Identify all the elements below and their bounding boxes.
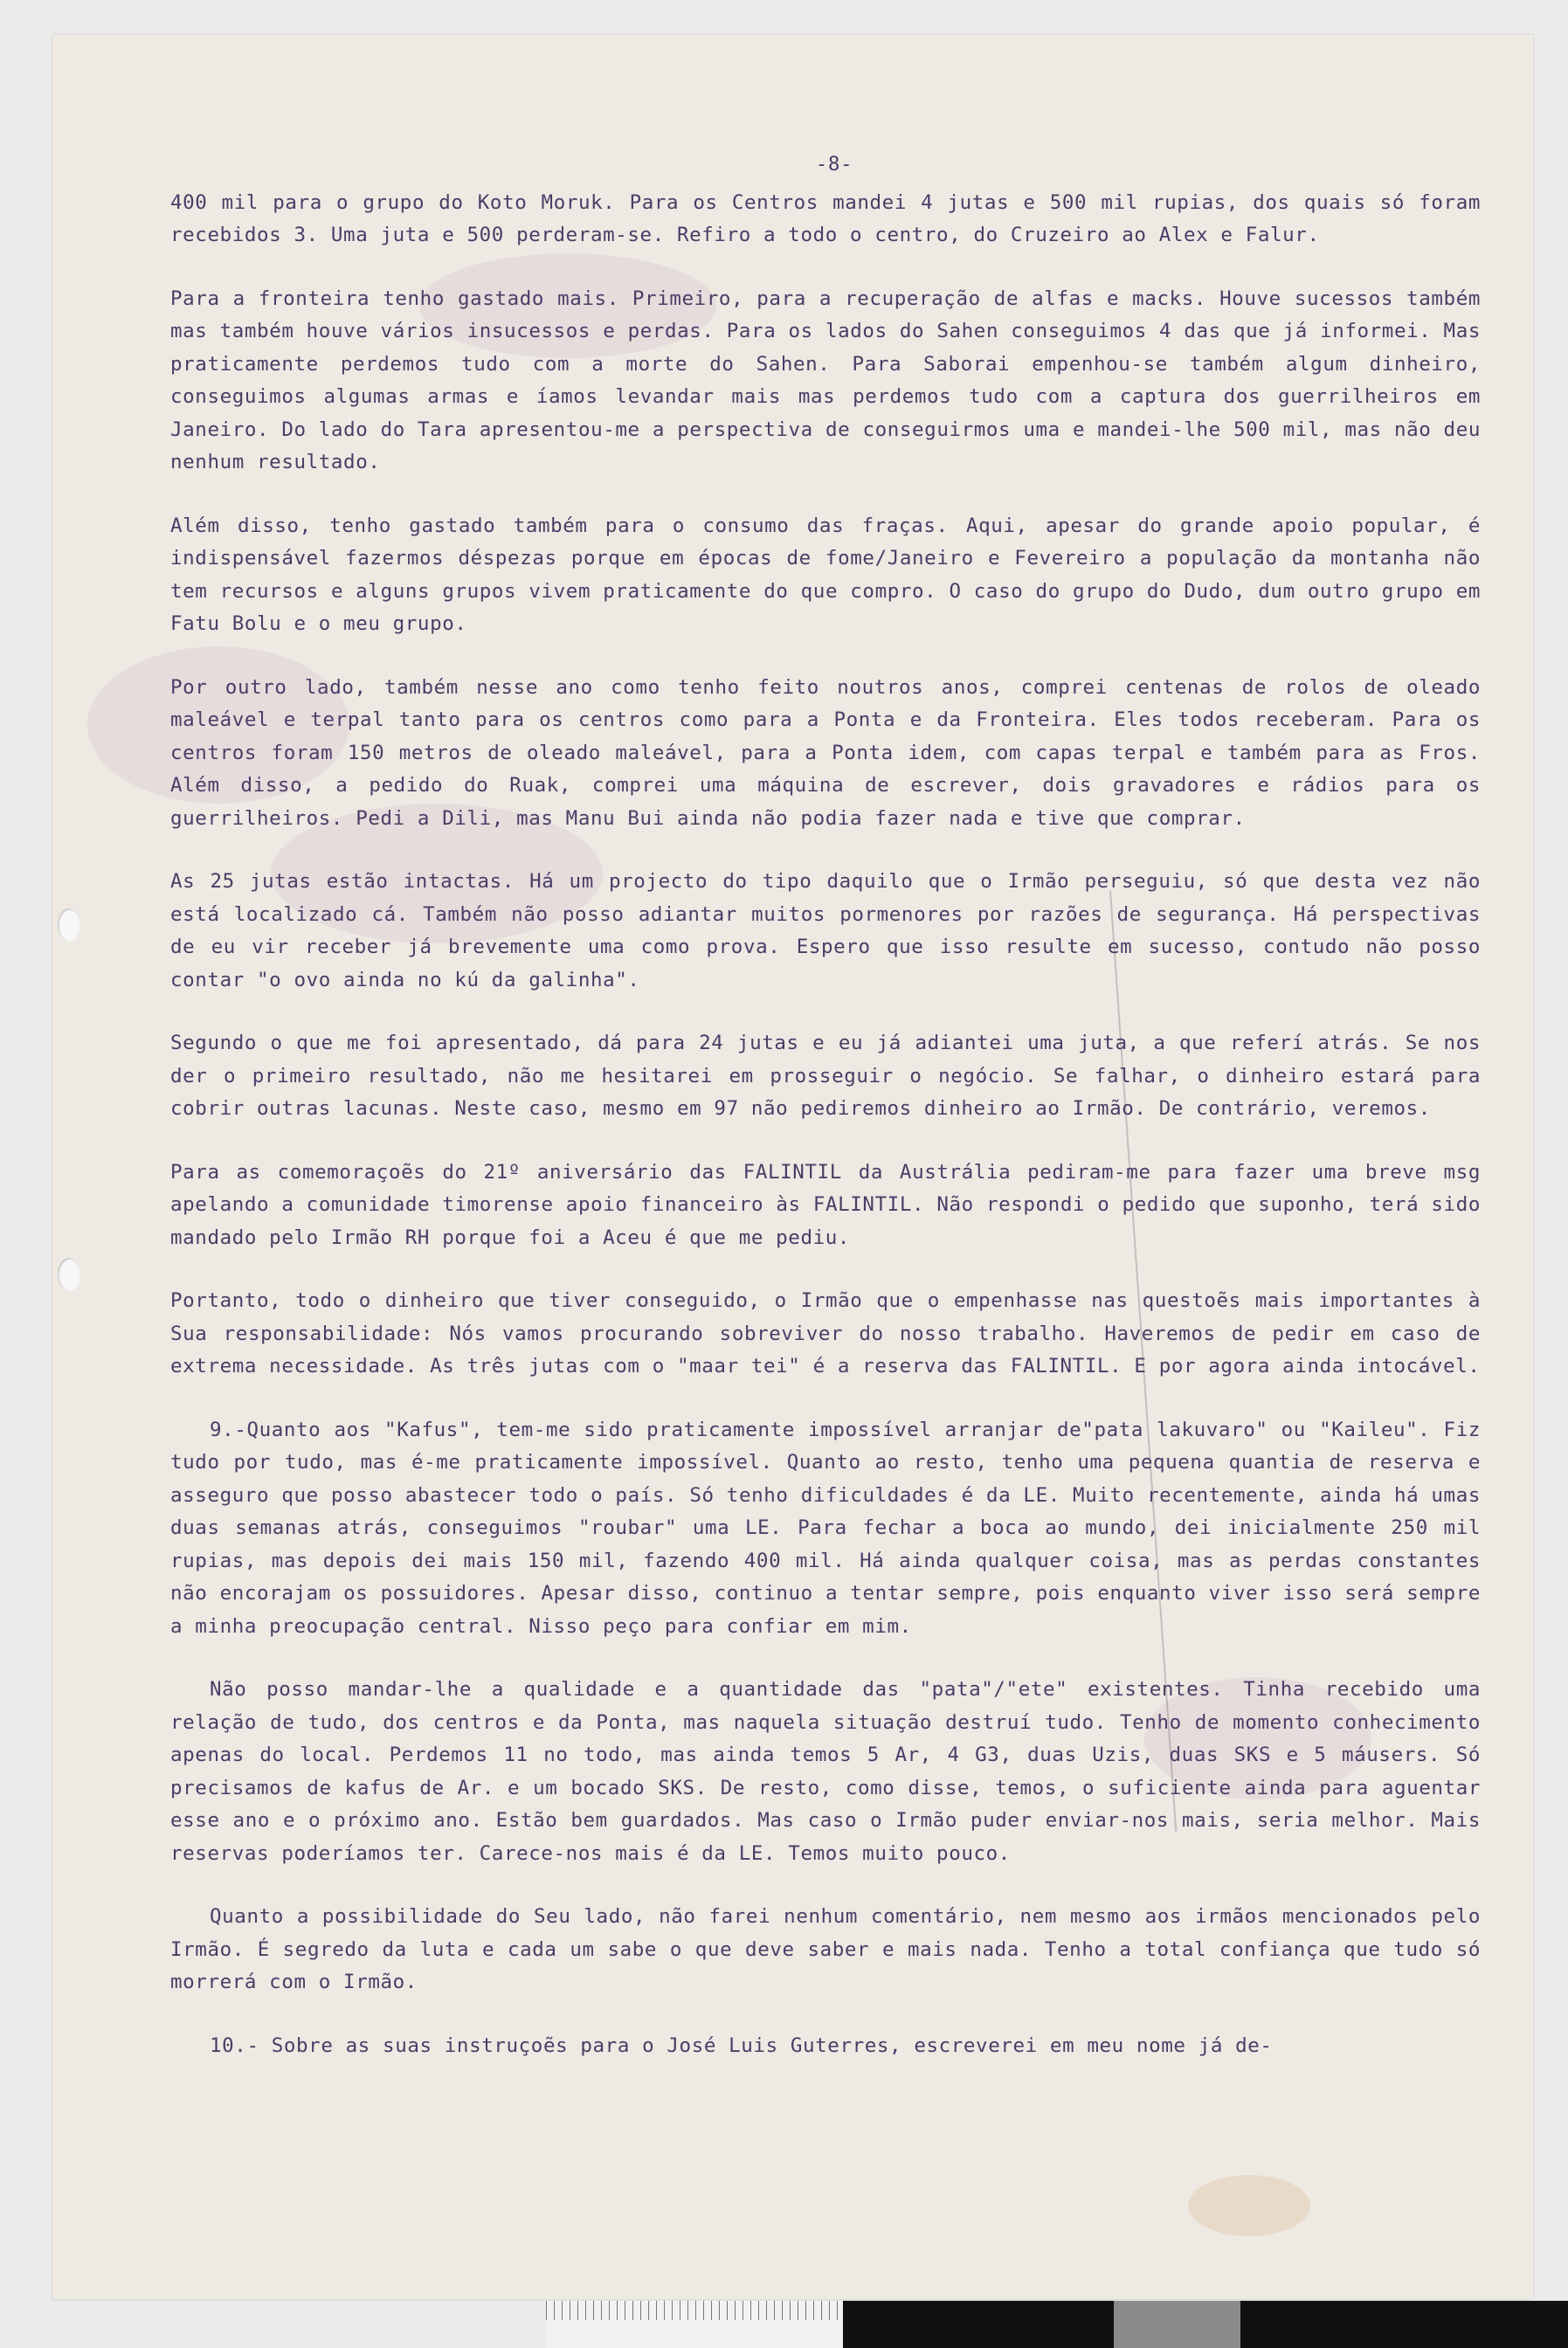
- typed-text: [170, 148, 1481, 2093]
- paragraph: Além disso, tenho gastado também para o consumo das fraças. Aqui, apesar do grande apoio popular, é indispensável fazermos déspezas porque em épocas de fome/Janeiro e Fevereiro a população da montanha não tem recursos e alguns grupos vivem praticamente do que compro. O caso do grupo do Dudo, dum outro grupo em Fatu Bolu e o meu grupo.: [170, 514, 1481, 635]
- paragraph: Segundo o que me foi apresentado, dá para 24 jutas e eu já adiantei uma juta, a que referí atrás. Se nos der o primeiro resultado, não me hesitarei em prosseguir o negócio. Se falhar, o dinheiro estará para cobrir outras lacunas. Neste caso, mesmo em 97 não pediremos dinheiro ao Irmão. De contrário, veremos.: [170, 1032, 1481, 1120]
- paragraph: 9.-Quanto aos "Kafus", tem-me sido praticamente impossível arranjar de"pata lakuvaro" ou "Kaileu". Fiz tudo por tudo, mas é-me praticamente impossível. Quanto ao resto, tenho uma pequena quantia de reserva e asseguro que posso abastecer todo o país. Só tenho dificuldades é da LE. Muito recentemente, ainda há umas duas semanas atrás, conseguimos "roubar" uma LE. Para fechar a boca ao mundo, dei inicialmente 250 mil rupias, mas depois dei mais 150 mil, fazendo 400 mil. Há ainda qualquer coisa, mas as perdas constantes não encorajam os possuidores. Apesar disso, continuo a tentar sempre, pois enquanto viver isso será sempre a minha preocupação central. Nisso peço para confiar em mim.: [170, 1418, 1481, 1638]
- ruler-black-block: [1240, 2301, 1568, 2348]
- paragraph: Para as comemoraçoẽs do 21º aniversário das FALINTIL da Austrália pediram-me para fazer uma breve msg apelando a comunidade timorense apoio financeiro às FALINTIL. Não respondi o pedido que suponho, terá sido mandado pelo Irmão RH porque foi a Aceu é que me pediu.: [170, 1160, 1481, 1249]
- paragraph: Portanto, todo o dinheiro que tiver conseguido, o Irmão que o empenhasse nas questoẽs mais importantes à Sua responsabilidade: Nós vamos procurando sobreviver do nosso trabalho. Haveremos de pedir em caso de extrema necessidade. As três jutas com o "maar tei" é a reserva das FALINTIL. E por agora ainda intocável.: [170, 1289, 1481, 1378]
- ruler-ticks: [546, 2301, 843, 2320]
- paragraph: Não posso mandar-lhe a qualidade e a quantidade das "pata"/"ete" existentes. Tinha recebido uma relação de tudo, dos centros e da Ponta, mas naquela situação destruí tudo. Tenho de momento conhecimento apenas do local. Perdemos 11 no todo, mas ainda temos 5 Ar, 4 G3, duas Uzis, duas SKS e 5 máusers. Só precisamos de kafus de Ar. e um bocado SKS. De resto, como disse, temos, o suficiente ainda para aguentar esse ano e o próximo ano. Estão bem guardados. Mas caso o Irmão puder enviar-nos mais, seria melhor. Mais reservas poderíamos ter. Carece-nos mais é da LE. Temos muito pouco.: [170, 1678, 1481, 1865]
- paragraph: 400 mil para o grupo do Koto Moruk. Para os Centros mandei 4 jutas e 500 mil rupias, dos quais só foram recebidos 3. Uma juta e 500 perderam-se. Refiro a todo o centro, do Cruzeiro ao Alex e Falur.: [170, 190, 1481, 246]
- paragraph: Quanto a possibilidade do Seu lado, não farei nenhum comentário, nem mesmo aos irmãos mencionados pelo Irmão. É segredo da luta e cada um sabe o que deve saber e mais nada. Tenho a total confiança que tudo só morrerá com o Irmão.: [170, 1905, 1481, 1993]
- punch-hole: [58, 908, 80, 942]
- paragraph: Para a fronteira tenho gastado mais. Primeiro, para a recuperação de alfas e macks. Houve sucessos também mas também houve vários insucessos e perdas. Para os lados do Sahen conseguimos 4 das que já informei. Mas praticamente perdemos tudo com a morte do Sahen. Para Saborai empenhou-se também algum dinheiro, conseguimos algumas armas e íamos levandar mais mas perdemos tudo com a captura dos guerrilheiros em Janeiro. Do lado do Tara apresentou-me a perspectiva de conseguirmos uma e mandei-lhe 500 mil, mas não deu nenhum resultado.: [170, 287, 1481, 473]
- scale-ruler: [546, 2301, 1568, 2348]
- punch-hole: [58, 1258, 80, 1291]
- paragraph: Por outro lado, também nesse ano como tenho feito noutros anos, comprei centenas de rolos de oleado maleável e terpal tanto para os centros como para a Ponta e da Fronteira. Eles todos receberam. Para os centros foram 150 metros de oleado maleável, para a Ponta idem, com capas terpal e também para as Fros. Além disso, a pedido do Ruak, comprei uma máquina de escrever, dois gravadores e rádios para os guerrilheiros. Pedi a Dili, mas Manu Bui ainda não podia fazer nada e tive que comprar.: [170, 675, 1481, 830]
- paragraph: As 25 jutas estão intactas. Há um projecto do tipo daquilo que o Irmão perseguiu, só que desta vez não está localizado cá. Também não posso adiantar muitos pormenores por razões de segurança. Há perspectivas de eu vir receber já brevemente uma como prova. Espero que isso resulte em sucesso, contudo não posso contar "o ovo ainda no kú da galinha".: [170, 870, 1481, 991]
- page-number: -8-: [815, 153, 853, 176]
- ruler-grey-block: [1114, 2301, 1240, 2348]
- ruler-black-block: [843, 2301, 1114, 2348]
- document-page: [52, 35, 1533, 2299]
- ink-stain: [1188, 2175, 1310, 2236]
- paragraph: 10.- Sobre as suas instruçoẽs para o José Luis Guterres, escreverei em meu nome já de-: [210, 2034, 1273, 2057]
